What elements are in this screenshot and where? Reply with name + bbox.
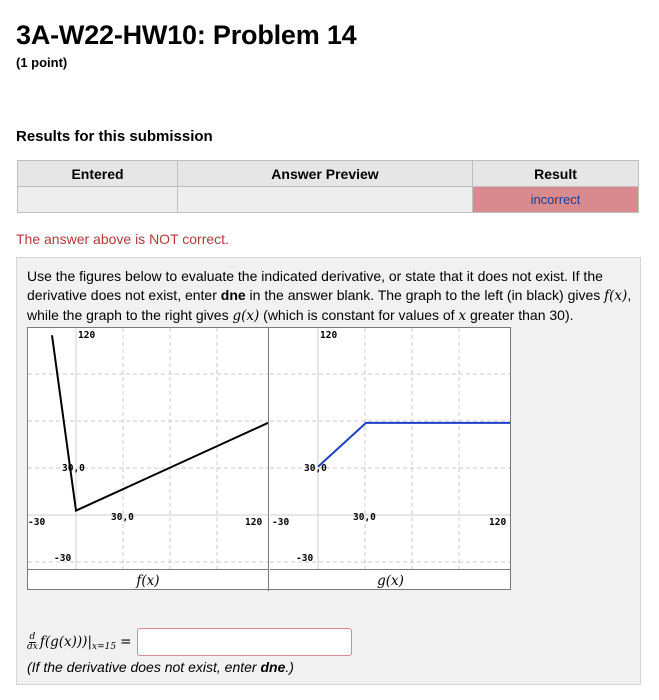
column-header-result: Result bbox=[473, 161, 639, 187]
graph-g-tick-y-neg: -30 bbox=[296, 553, 314, 564]
column-header-answer-preview: Answer Preview bbox=[178, 161, 473, 187]
attempt-results-table bbox=[17, 160, 639, 213]
graph-f-caption bbox=[28, 569, 268, 591]
dne-keyword: dne bbox=[220, 287, 246, 303]
graph-f-tick-y-neg: -30 bbox=[54, 553, 72, 564]
hint-part1: (If the derivative does not exist, enter bbox=[27, 659, 261, 675]
graph-g-caption bbox=[270, 569, 511, 591]
gx-math: g(x) bbox=[232, 308, 260, 324]
derivative-expression bbox=[27, 633, 131, 652]
frac-numerator: d bbox=[29, 631, 36, 642]
answer-preview-cell bbox=[178, 187, 473, 213]
derivative-fraction bbox=[27, 633, 38, 652]
graph-g-tick-x-neg: -30 bbox=[272, 517, 290, 528]
answer-input[interactable] bbox=[137, 628, 352, 656]
graph-f-svg bbox=[28, 328, 268, 569]
status-message: The answer above is NOT correct. bbox=[16, 231, 229, 247]
graph-g-curve bbox=[318, 423, 510, 467]
problem-text-part4: (which is constant for values of bbox=[259, 307, 459, 323]
problem-text-part3: , while the graph to the right gives bbox=[27, 287, 632, 323]
problem-box bbox=[16, 257, 641, 685]
x-var-math: x bbox=[458, 308, 467, 324]
frac-denominator: dx bbox=[27, 641, 38, 652]
evaluation-subscript: x=15 bbox=[92, 642, 117, 652]
graph-g-grid bbox=[270, 328, 510, 569]
graph-g-tick-x-mid: 30,0 bbox=[353, 512, 376, 523]
graph-f-caption-text: f(x) bbox=[136, 573, 160, 589]
graph-f-tick-y-top: 120 bbox=[78, 330, 96, 341]
graph-f-tick-y-mid: 30,0 bbox=[62, 463, 85, 474]
table-row bbox=[18, 187, 639, 213]
fx-math: f(x) bbox=[604, 288, 628, 304]
problem-text-part2: in the answer blank. The graph to the left (in black) gives bbox=[245, 287, 605, 303]
page-title: 3A-W22-HW10: Problem 14 bbox=[16, 20, 357, 50]
results-heading: Results for this submission bbox=[16, 128, 213, 145]
graph-g-caption-text: g(x) bbox=[377, 573, 404, 589]
graph-f-curve bbox=[52, 335, 268, 510]
equals-sign: = bbox=[120, 634, 132, 650]
graph-g-tick-x-right: 120 bbox=[489, 517, 507, 528]
table-header-row bbox=[18, 161, 639, 187]
graph-g bbox=[270, 328, 511, 591]
graphs-container bbox=[27, 327, 511, 590]
result-cell: incorrect bbox=[473, 187, 639, 213]
graph-g-tick-y-mid: 30,0 bbox=[304, 463, 327, 474]
graph-f-tick-x-right: 120 bbox=[245, 517, 263, 528]
graph-f bbox=[28, 328, 269, 591]
graph-f-grid bbox=[28, 328, 268, 569]
points-label: (1 point) bbox=[16, 55, 68, 70]
problem-statement bbox=[27, 267, 632, 326]
hint-part2: .) bbox=[285, 659, 294, 675]
hint-dne-keyword: dne bbox=[260, 659, 286, 675]
graph-g-tick-y-top: 120 bbox=[320, 330, 338, 341]
composite-function: f(g(x)) bbox=[39, 634, 83, 650]
graph-f-tick-x-mid: 30,0 bbox=[111, 512, 134, 523]
column-header-entered: Entered bbox=[18, 161, 178, 187]
graph-f-tick-x-neg: -30 bbox=[28, 517, 46, 528]
answer-row bbox=[27, 628, 352, 656]
evaluation-bar: )| bbox=[82, 634, 92, 650]
graph-g-svg bbox=[270, 328, 510, 569]
problem-text-part5: greater than 30). bbox=[466, 307, 574, 323]
dne-hint bbox=[27, 659, 294, 675]
entered-cell bbox=[18, 187, 178, 213]
problem-text-part1: Use the figures below to evaluate the indicated derivative, or state that it does not exist. If the derivative does not exist, enter bbox=[27, 268, 603, 303]
